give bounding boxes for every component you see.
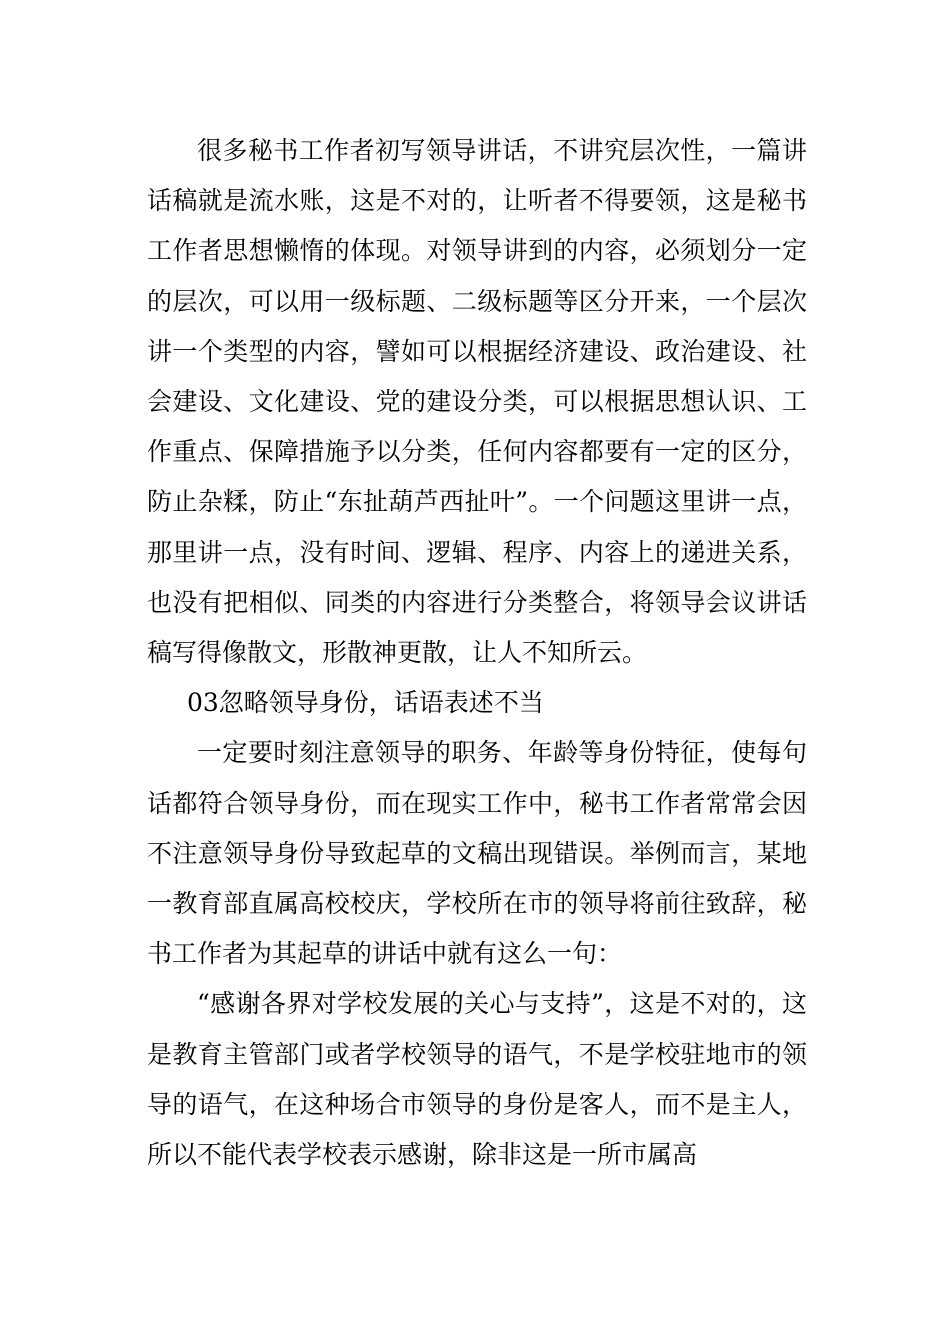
paragraph-layering: 很多秘书工作者初写领导讲话，不讲究层次性，一篇讲话稿就是流水账，这是不对的，让听者不得要领，这是秘书工作者思想懒惰的体现。对领导讲到的内容，必须划分一定的层次，可以用一级标题、二级标题等区分开来，一个层次讲一个类型的内容，譬如可以根据经济建设、政治建设、社会建设、文化建设、党的建设分类，可以根据思想认识、工作重点、保障措施予以分类，任何内容都要有一定的区分，防止杂糅，防止“东扯葫芦西扯叶”。一个问题这里讲一点，那里讲一点，没有时间、逻辑、程序、内容上的递进关系，也没有把相似、同类的内容进行分类整合，将领导会议讲话稿写得像散文，形散神更散，让人不知所云。 [147,136,807,668]
paragraph-example: “感谢各界对学校发展的关心与支持”，这是不对的，这是教育主管部门或者学校领导的语气，不是学校驻地市的领导的语气，在这种场合市领导的身份是客人，而不是主人，所以不能代表学校表示感谢，除非这是一所市属高 [147,989,807,1170]
document-page [147,126,807,1180]
section-heading: 03忽略领导身份，话语表述不当 [187,688,544,718]
paragraph-identity: 一定要时刻注意领导的职务、年龄等身份特征，使每句话都符合领导身份，而在现实工作中，秘书工作者常常会因不注意领导身份导致起草的文稿出现错误。举例而言，某地一教育部直属高校校庆，学校所在市的领导将前往致辞，秘书工作者为其起草的讲话中就有这么一句： [147,738,807,969]
